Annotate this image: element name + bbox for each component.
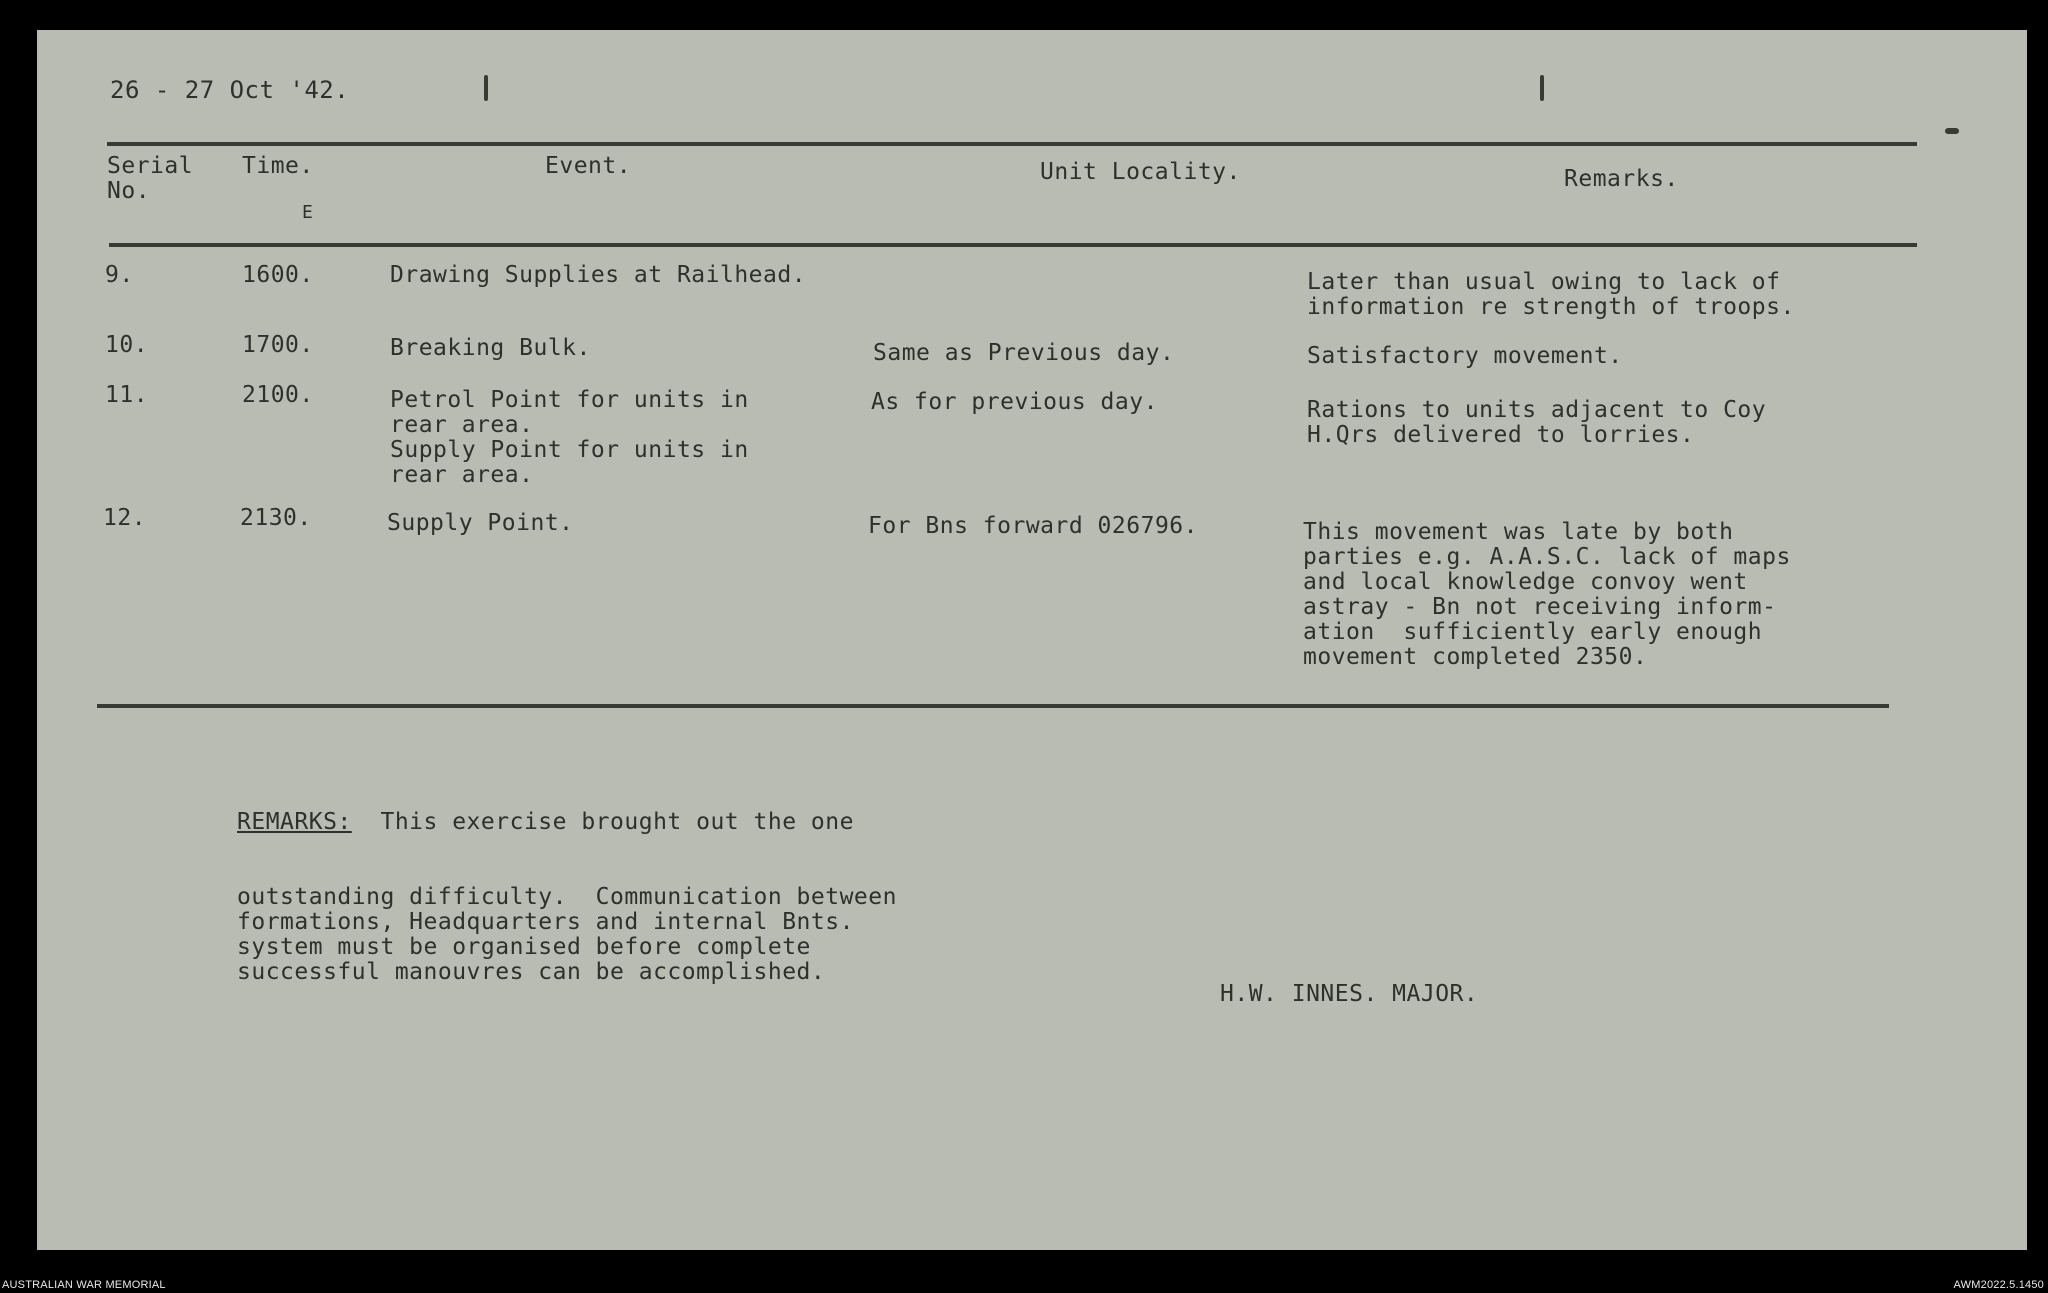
row-11-remarks: Rations to units adjacent to Coy H.Qrs delivered to lorries. [1307,397,1767,448]
punch-mark-left [484,75,488,101]
header-event: Event. [545,153,632,179]
row-9-remarks: Later than usual owing to lack of information re strength of troops. [1307,269,1795,320]
row-12-event: Supply Point. [387,510,574,536]
remarks-paragraph [237,760,897,1035]
row-11-time: 2100. [242,382,314,408]
edge-mark [1945,128,1959,134]
remarks-text-first-line: This exercise brought out the one [351,809,854,835]
row-12-time: 2130. [240,505,312,531]
remarks-text-rest: outstanding difficulty. Communication between formations, Headquarters and internal Bnts. system must be organised before complete successful manouvres can be accomplished. [237,884,897,985]
header-remarks: Remarks. [1564,166,1679,192]
header-top-rule [107,142,1917,146]
row-9-event: Drawing Supplies at Railhead. [390,262,807,288]
table-bottom-rule [97,704,1889,708]
punch-mark-right [1540,75,1544,101]
header-locality: Unit Locality. [1040,159,1241,185]
remarks-label: REMARKS: [237,809,352,835]
row-10-event: Breaking Bulk. [390,335,591,361]
row-10-locality: Same as Previous day. [873,340,1175,366]
row-11-serial: 11. [105,382,149,408]
header-time: Time. [242,153,314,179]
row-12-serial: 12. [103,505,147,531]
row-11-event: Petrol Point for units in rear area. Supply Point for units in rear area. [390,387,749,488]
row-10-time: 1700. [242,332,314,358]
row-9-time: 1600. [242,262,314,288]
footer-reference: AWM2022.5.1450 [1953,1279,2044,1291]
row-10-remarks: Satisfactory movement. [1307,343,1623,369]
footer-credit: AUSTRALIAN WAR MEMORIAL [2,1279,166,1291]
row-10-serial: 10. [105,332,149,358]
header-serial: Serial No. [107,153,194,204]
header-bottom-rule [109,243,1917,247]
signature: H.W. INNES. MAJOR. [1220,981,1479,1007]
document-page [37,30,2027,1250]
row-9-serial: 9. [105,262,134,288]
row-11-locality: As for previous day. [871,389,1158,415]
row-12-remarks: This movement was late by both parties e.g. A.A.S.C. lack of maps and local knowledge convoy went astray - Bn not receiving inform- ation sufficiently early enough movement completed 2350. [1303,519,1791,670]
header-time-suffix: E [302,202,314,223]
document-date: 26 - 27 Oct '42. [110,76,350,104]
row-12-locality: For Bns forward 026796. [868,513,1198,539]
